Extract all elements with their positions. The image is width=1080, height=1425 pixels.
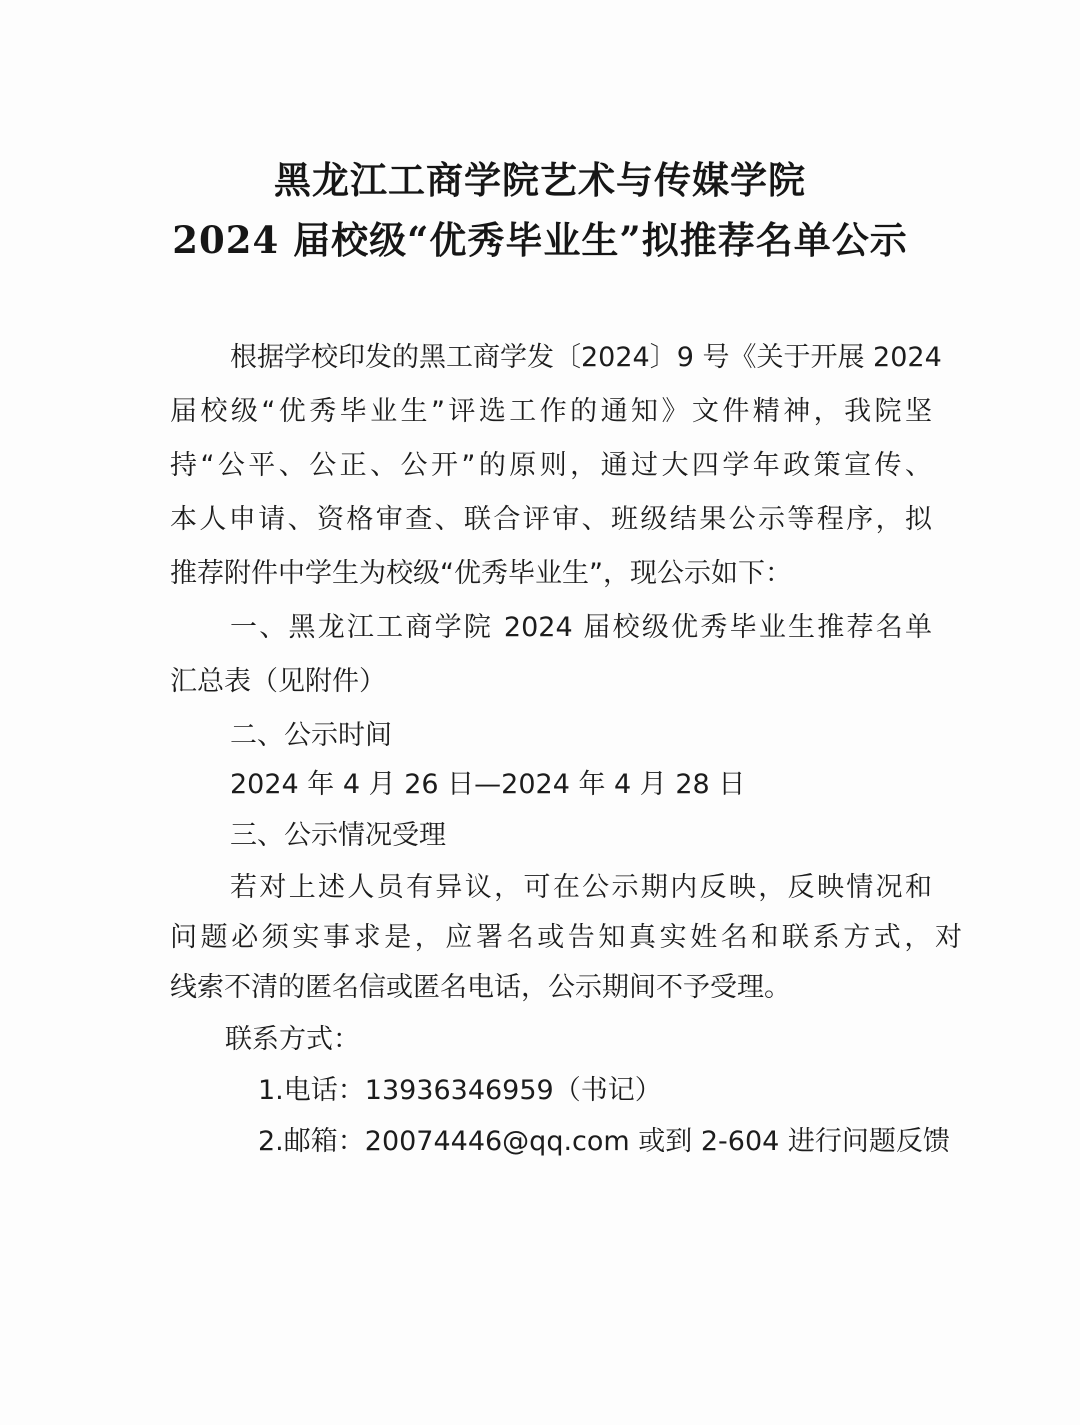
section-3-line-1: 若对上述人员有异议，可在公示期内反映，反映情况和 <box>230 872 932 903</box>
intro-line-1: 根据学校印发的黑工商学发〔2024〕9 号《关于开展 2024 <box>230 342 942 373</box>
section-1-line-2: 汇总表（见附件） <box>170 666 386 697</box>
intro-line-3: 持“公平、公正、公开”的原则，通过大四学年政策宣传、 <box>170 450 932 481</box>
contact-email: 2.邮箱：20074446@qq.com 或到 2-604 进行问题反馈 <box>258 1126 950 1157</box>
section-1-line-1: 一、黑龙江工商学院 2024 届校级优秀毕业生推荐名单 <box>230 612 932 643</box>
section-2-heading: 二、公示时间 <box>230 720 392 751</box>
section-2-dates: 2024 年 4 月 26 日—2024 年 4 月 28 日 <box>230 769 746 800</box>
contact-heading: 联系方式： <box>225 1024 360 1055</box>
document-title-line-1: 黑龙江工商学院艺术与传媒学院 <box>274 158 806 202</box>
section-3-line-2: 问题必须实事求是，应署名或告知真实姓名和联系方式，对 <box>170 922 962 953</box>
contact-phone: 1.电话：13936346959（书记） <box>258 1075 662 1106</box>
document-title-line-2: 2024 届校级“优秀毕业生”拟推荐名单公示 <box>172 218 908 262</box>
intro-line-4: 本人申请、资格审查、联合评审、班级结果公示等程序，拟 <box>170 504 932 535</box>
intro-line-5: 推荐附件中学生为校级“优秀毕业生”，现公示如下： <box>170 558 792 589</box>
intro-line-2: 届校级“优秀毕业生”评选工作的通知》文件精神，我院坚 <box>170 396 932 427</box>
section-3-heading: 三、公示情况受理 <box>230 820 446 851</box>
section-3-line-3: 线索不清的匿名信或匿名电话，公示期间不予受理。 <box>170 972 791 1003</box>
